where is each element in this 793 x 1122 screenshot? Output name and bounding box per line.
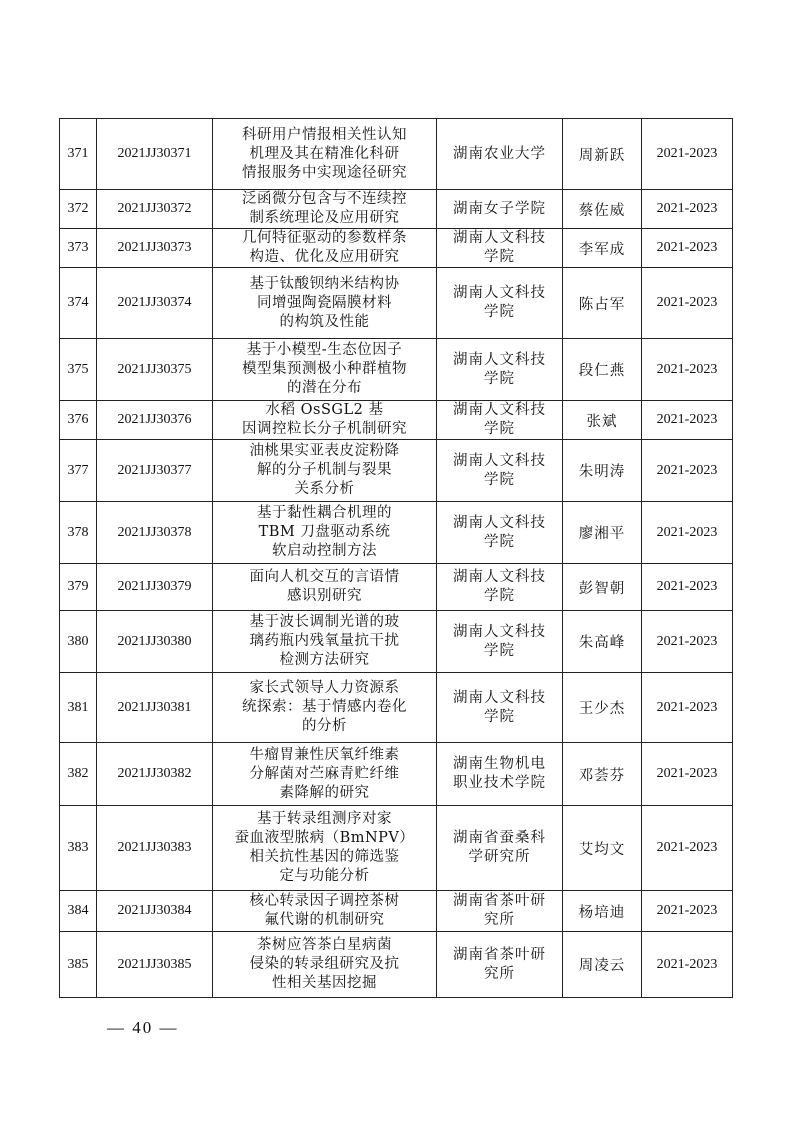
institution-line: 湖南女子学院 <box>453 200 546 217</box>
cell-period: 2021-2023 <box>642 564 733 611</box>
table-row <box>60 119 733 190</box>
title-line: 因调控粒长分子机制研究 <box>242 421 407 437</box>
cell-project-title <box>213 673 437 743</box>
cell-leader: 张斌 <box>563 401 642 440</box>
cell-project-code: 2021JJ30378 <box>97 502 213 564</box>
cell-number: 372 <box>60 190 97 229</box>
cell-project-code: 2021JJ30382 <box>97 743 213 806</box>
cell-number: 374 <box>60 268 97 339</box>
title-line: 解的分子机制与裂果 <box>257 462 392 478</box>
title-line: 基于波长调制光谱的玻 <box>249 614 400 630</box>
table-row <box>60 229 733 268</box>
table-row <box>60 806 733 891</box>
table-row <box>60 673 733 743</box>
cell-leader: 周新跃 <box>563 119 642 190</box>
institution-line: 学院 <box>484 249 515 265</box>
cell-number: 373 <box>60 229 97 268</box>
cell-project-title <box>213 119 437 190</box>
title-line: 基于小模型-生态位因子 <box>246 342 403 358</box>
cell-institution <box>437 190 563 229</box>
cell-project-title <box>213 806 437 891</box>
cell-project-title <box>213 440 437 502</box>
cell-number: 375 <box>60 339 97 401</box>
institution-line: 学院 <box>484 370 515 387</box>
title-line: 检测方法研究 <box>279 652 370 668</box>
cell-project-code: 2021JJ30375 <box>97 339 213 401</box>
cell-institution <box>437 401 563 440</box>
title-line: 茶树应答茶白星病菌 <box>257 937 392 953</box>
cell-leader: 蔡佐威 <box>563 190 642 229</box>
table-row <box>60 440 733 502</box>
title-line: 水稻 OsSGL2 基 <box>265 402 384 418</box>
table-row <box>60 743 733 806</box>
title-line: 氟代谢的机制研究 <box>264 912 385 928</box>
cell-period: 2021-2023 <box>642 932 733 998</box>
institution-line: 湖南省蚕桑科 <box>453 830 546 846</box>
cell-period: 2021-2023 <box>642 440 733 502</box>
cell-project-title <box>213 502 437 564</box>
cell-project-title <box>213 339 437 401</box>
institution-line: 湖南省茶叶研 <box>453 946 546 963</box>
title-line: 素降解的研究 <box>279 784 370 801</box>
cell-number: 371 <box>60 119 97 190</box>
cell-period: 2021-2023 <box>642 891 733 932</box>
title-line: TBM 刀盘驱动系统 <box>258 524 391 540</box>
institution-line: 学院 <box>484 304 515 320</box>
institution-line: 学院 <box>484 421 515 437</box>
cell-period: 2021-2023 <box>642 806 733 891</box>
cell-project-code: 2021JJ30371 <box>97 119 213 190</box>
cell-period: 2021-2023 <box>642 673 733 743</box>
cell-project-title <box>213 891 437 932</box>
title-line: 统探索：基于情感内卷化 <box>242 699 407 715</box>
institution-line: 湖南人文科技 <box>453 285 546 301</box>
cell-project-code: 2021JJ30381 <box>97 673 213 743</box>
institution-line: 学院 <box>484 588 515 604</box>
institution-line: 究所 <box>484 965 515 982</box>
cell-period: 2021-2023 <box>642 268 733 339</box>
cell-period: 2021-2023 <box>642 743 733 806</box>
cell-institution <box>437 932 563 998</box>
cell-project-title <box>213 401 437 440</box>
institution-line: 湖南人文科技 <box>453 623 546 640</box>
title-line: 核心转录因子调控茶树 <box>249 893 400 909</box>
title-line: 家长式领导人力资源系 <box>249 680 400 696</box>
cell-institution <box>437 119 563 190</box>
cell-project-code: 2021JJ30379 <box>97 564 213 611</box>
cell-institution <box>437 564 563 611</box>
cell-project-code: 2021JJ30374 <box>97 268 213 339</box>
cell-leader: 段仁燕 <box>563 339 642 401</box>
cell-leader: 陈占军 <box>563 268 642 339</box>
cell-number: 379 <box>60 564 97 611</box>
table-row <box>60 891 733 932</box>
title-line: 基于黏性耦合机理的 <box>257 505 392 521</box>
cell-project-code: 2021JJ30384 <box>97 891 213 932</box>
cell-period: 2021-2023 <box>642 339 733 401</box>
cell-period: 2021-2023 <box>642 229 733 268</box>
title-line: 基于转录组测序对家 <box>257 811 392 827</box>
cell-number: 377 <box>60 440 97 502</box>
institution-line: 学研究所 <box>468 849 531 865</box>
institution-line: 湖南人文科技 <box>453 514 546 531</box>
cell-leader: 邓荟芬 <box>563 743 642 806</box>
title-line: 的构筑及性能 <box>279 313 370 330</box>
cell-period: 2021-2023 <box>642 190 733 229</box>
cell-institution <box>437 611 563 673</box>
cell-project-code: 2021JJ30380 <box>97 611 213 673</box>
cell-project-code: 2021JJ30376 <box>97 401 213 440</box>
title-line: 性相关基因挖掘 <box>272 975 377 991</box>
cell-period: 2021-2023 <box>642 611 733 673</box>
cell-number: 385 <box>60 932 97 998</box>
title-line: 泛函微分包含与不连续控 <box>242 191 407 207</box>
cell-project-title <box>213 932 437 998</box>
title-line: 软启动控制方法 <box>272 543 377 559</box>
institution-line: 学院 <box>484 471 515 488</box>
cell-leader: 李军成 <box>563 229 642 268</box>
institution-line: 湖南人文科技 <box>453 689 546 706</box>
cell-period: 2021-2023 <box>642 401 733 440</box>
cell-leader: 朱高峰 <box>563 611 642 673</box>
cell-project-title <box>213 564 437 611</box>
institution-line: 湖南生物机电 <box>453 756 546 772</box>
cell-project-code: 2021JJ30385 <box>97 932 213 998</box>
cell-project-title <box>213 743 437 806</box>
cell-leader: 周凌云 <box>563 932 642 998</box>
title-line: 相关抗性基因的筛选鉴 <box>249 849 400 865</box>
institution-line: 湖南人文科技 <box>453 452 546 469</box>
title-line: 牛瘤胃兼性厌氧纤维素 <box>249 746 400 763</box>
cell-number: 383 <box>60 806 97 891</box>
institution-line: 究所 <box>484 912 515 928</box>
title-line: 同增强陶瓷隔膜材料 <box>257 294 392 311</box>
cell-institution <box>437 268 563 339</box>
cell-institution <box>437 440 563 502</box>
title-line: 分解菌对苎麻青贮纤维 <box>249 765 400 782</box>
institution-line: 学院 <box>484 708 515 725</box>
institution-line: 湖南人文科技 <box>453 402 546 418</box>
cell-leader: 朱明涛 <box>563 440 642 502</box>
cell-project-title <box>213 229 437 268</box>
cell-project-code: 2021JJ30373 <box>97 229 213 268</box>
cell-leader: 杨培迪 <box>563 891 642 932</box>
cell-project-title <box>213 611 437 673</box>
institution-line: 湖南人文科技 <box>453 569 546 585</box>
title-line: 几何特征驱动的参数样条 <box>242 230 407 246</box>
cell-leader: 彭智朝 <box>563 564 642 611</box>
cell-institution <box>437 339 563 401</box>
table-row <box>60 268 733 339</box>
institution-line: 湖南人文科技 <box>453 230 546 246</box>
table-row <box>60 401 733 440</box>
title-line: 油桃果实亚表皮淀粉降 <box>249 443 400 459</box>
cell-institution <box>437 229 563 268</box>
institution-line: 湖南省茶叶研 <box>453 893 546 909</box>
title-line: 的潜在分布 <box>287 380 362 396</box>
cell-institution <box>437 891 563 932</box>
cell-period: 2021-2023 <box>642 119 733 190</box>
cell-project-code: 2021JJ30383 <box>97 806 213 891</box>
table-row <box>60 564 733 611</box>
cell-number: 376 <box>60 401 97 440</box>
cell-institution <box>437 502 563 564</box>
institution-line: 职业技术学院 <box>453 775 546 791</box>
cell-leader: 廖湘平 <box>563 502 642 564</box>
cell-institution <box>437 806 563 891</box>
title-line: 关系分析 <box>294 481 355 497</box>
cell-leader: 艾均文 <box>563 806 642 891</box>
title-line: 蚕血液型脓病（BmNPV） <box>234 830 415 846</box>
cell-project-code: 2021JJ30377 <box>97 440 213 502</box>
title-line: 制系统理论及应用研究 <box>249 210 400 226</box>
table-row <box>60 339 733 401</box>
cell-number: 384 <box>60 891 97 932</box>
page-number: — 40 — <box>107 1018 179 1037</box>
cell-number: 380 <box>60 611 97 673</box>
project-table <box>59 118 733 998</box>
cell-project-title <box>213 268 437 339</box>
title-line: 的分析 <box>302 718 347 734</box>
title-line: 机理及其在精准化科研 <box>249 145 400 162</box>
cell-number: 378 <box>60 502 97 564</box>
table-row <box>60 611 733 673</box>
cell-number: 381 <box>60 673 97 743</box>
cell-period: 2021-2023 <box>642 502 733 564</box>
title-line: 模型集预测极小种群植物 <box>242 361 407 377</box>
cell-institution <box>437 673 563 743</box>
institution-line: 学院 <box>484 642 515 659</box>
cell-institution <box>437 743 563 806</box>
table-row <box>60 502 733 564</box>
table-row <box>60 190 733 229</box>
cell-number: 382 <box>60 743 97 806</box>
title-line: 璃药瓶内残氧量抗干扰 <box>249 633 400 649</box>
title-line: 构造、优化及应用研究 <box>249 249 400 265</box>
cell-project-code: 2021JJ30372 <box>97 190 213 229</box>
institution-line: 学院 <box>484 533 515 550</box>
title-line: 定与功能分析 <box>279 868 370 884</box>
title-line: 面向人机交互的言语情 <box>249 569 400 585</box>
title-line: 基于钛酸钡纳米结构协 <box>249 275 400 292</box>
institution-line: 湖南人文科技 <box>453 351 546 368</box>
cell-project-title <box>213 190 437 229</box>
institution-line: 湖南农业大学 <box>453 145 546 162</box>
title-line: 侵染的转录组研究及抗 <box>249 956 400 972</box>
table-row <box>60 932 733 998</box>
title-line: 科研用户情报相关性认知 <box>242 126 407 143</box>
title-line: 感识别研究 <box>287 588 362 604</box>
cell-leader: 王少杰 <box>563 673 642 743</box>
title-line: 情报服务中实现途径研究 <box>242 164 407 181</box>
